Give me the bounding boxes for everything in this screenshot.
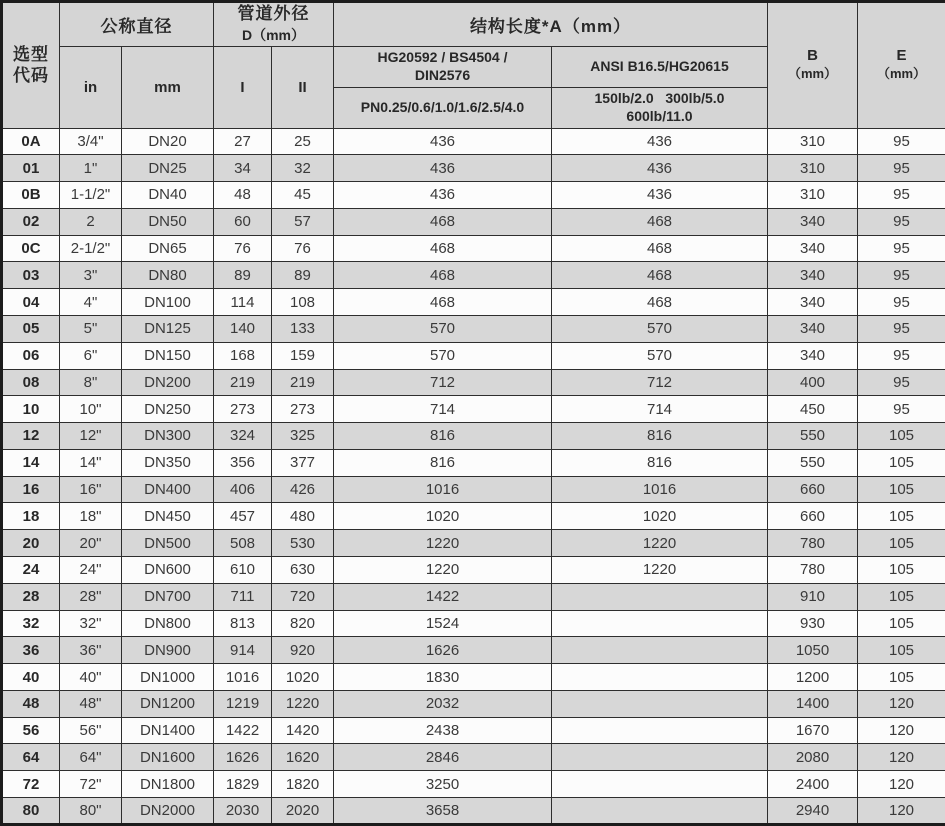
cell-selection-code: 0C [2, 235, 60, 262]
cell-od-ii: 32 [272, 155, 334, 182]
cell-length-ansi [552, 664, 768, 691]
cell-length-ansi [552, 690, 768, 717]
cell-size-mm: DN25 [122, 155, 214, 182]
cell-selection-code: 40 [2, 664, 60, 691]
cell-e: 95 [858, 155, 945, 182]
cell-length-hg: 1016 [334, 476, 552, 503]
cell-b: 340 [768, 262, 858, 289]
cell-e: 120 [858, 690, 945, 717]
cell-b: 340 [768, 289, 858, 316]
cell-od-i: 711 [214, 583, 272, 610]
header-e-label: E [896, 46, 907, 64]
cell-e: 105 [858, 610, 945, 637]
cell-size-in: 64" [60, 744, 122, 771]
cell-size-mm: DN2000 [122, 798, 214, 825]
cell-e: 105 [858, 664, 945, 691]
cell-size-in: 2-1/2" [60, 235, 122, 262]
cell-size-in: 12" [60, 423, 122, 450]
cell-od-ii: 820 [272, 610, 334, 637]
cell-od-ii: 57 [272, 208, 334, 235]
cell-od-i: 60 [214, 208, 272, 235]
cell-e: 95 [858, 235, 945, 262]
cell-length-ansi: 468 [552, 235, 768, 262]
cell-length-ansi: 570 [552, 342, 768, 369]
cell-od-i: 324 [214, 423, 272, 450]
cell-od-i: 1626 [214, 744, 272, 771]
cell-size-mm: DN450 [122, 503, 214, 530]
cell-length-ansi [552, 717, 768, 744]
cell-size-mm: DN65 [122, 235, 214, 262]
header-selection-code-line2: 代码 [13, 66, 49, 86]
cell-selection-code: 20 [2, 530, 60, 557]
header-standard-hg [334, 46, 552, 87]
cell-length-hg: 1220 [334, 530, 552, 557]
header-selection-code [2, 2, 60, 129]
cell-size-in: 6" [60, 342, 122, 369]
cell-length-ansi [552, 583, 768, 610]
table-row [2, 423, 945, 450]
cell-od-ii: 219 [272, 369, 334, 396]
cell-od-i: 406 [214, 476, 272, 503]
cell-length-hg: 570 [334, 342, 552, 369]
cell-selection-code: 01 [2, 155, 60, 182]
table-row [2, 396, 945, 423]
cell-e: 120 [858, 717, 945, 744]
cell-od-ii: 1420 [272, 717, 334, 744]
cell-selection-code: 18 [2, 503, 60, 530]
table-row [2, 315, 945, 342]
cell-od-ii: 377 [272, 449, 334, 476]
cell-od-ii: 530 [272, 530, 334, 557]
cell-size-mm: DN300 [122, 423, 214, 450]
cell-selection-code: 03 [2, 262, 60, 289]
cell-size-in: 36" [60, 637, 122, 664]
cell-size-in: 20" [60, 530, 122, 557]
cell-length-hg: 570 [334, 315, 552, 342]
cell-od-i: 914 [214, 637, 272, 664]
cell-od-i: 27 [214, 128, 272, 155]
cell-b: 2080 [768, 744, 858, 771]
cell-size-in: 3" [60, 262, 122, 289]
table-row [2, 637, 945, 664]
cell-length-hg: 816 [334, 423, 552, 450]
header-unit-mm: mm [122, 46, 214, 128]
cell-length-hg: 1830 [334, 664, 552, 691]
cell-size-in: 18" [60, 503, 122, 530]
cell-selection-code: 02 [2, 208, 60, 235]
cell-length-hg: 468 [334, 289, 552, 316]
cell-e: 95 [858, 369, 945, 396]
header-selection-code-line1: 选型 [13, 45, 49, 64]
table-row [2, 289, 945, 316]
cell-od-ii: 920 [272, 637, 334, 664]
cell-od-ii: 720 [272, 583, 334, 610]
header-pn-ratings: PN0.25/0.6/1.0/1.6/2.5/4.0 [334, 87, 552, 128]
table-row [2, 235, 945, 262]
cell-selection-code: 10 [2, 396, 60, 423]
cell-length-hg: 1220 [334, 557, 552, 584]
cell-size-mm: DN150 [122, 342, 214, 369]
cell-length-ansi: 712 [552, 369, 768, 396]
cell-e: 105 [858, 637, 945, 664]
cell-length-hg: 2846 [334, 744, 552, 771]
cell-b: 310 [768, 182, 858, 209]
cell-e: 95 [858, 262, 945, 289]
cell-b: 550 [768, 449, 858, 476]
table-row [2, 155, 945, 182]
cell-size-in: 1-1/2" [60, 182, 122, 209]
cell-length-hg: 2032 [334, 690, 552, 717]
cell-length-hg: 3250 [334, 771, 552, 798]
cell-e: 105 [858, 503, 945, 530]
cell-size-mm: DN40 [122, 182, 214, 209]
cell-size-in: 5" [60, 315, 122, 342]
cell-e: 105 [858, 449, 945, 476]
cell-size-in: 56" [60, 717, 122, 744]
cell-length-hg: 468 [334, 208, 552, 235]
cell-od-ii: 273 [272, 396, 334, 423]
cell-e: 95 [858, 396, 945, 423]
cell-selection-code: 36 [2, 637, 60, 664]
cell-selection-code: 12 [2, 423, 60, 450]
cell-size-mm: DN350 [122, 449, 214, 476]
cell-length-ansi [552, 798, 768, 825]
cell-od-ii: 426 [272, 476, 334, 503]
cell-od-i: 1829 [214, 771, 272, 798]
cell-size-in: 28" [60, 583, 122, 610]
cell-selection-code: 64 [2, 744, 60, 771]
header-pipe-od-line2: D（mm） [241, 27, 305, 44]
cell-b: 2940 [768, 798, 858, 825]
cell-selection-code: 05 [2, 315, 60, 342]
cell-size-mm: DN50 [122, 208, 214, 235]
cell-od-ii: 1020 [272, 664, 334, 691]
table-row [2, 717, 945, 744]
cell-od-ii: 1220 [272, 690, 334, 717]
header-pipe-od [214, 2, 334, 47]
cell-size-mm: DN1400 [122, 717, 214, 744]
cell-length-hg: 468 [334, 262, 552, 289]
table-row [2, 503, 945, 530]
cell-od-i: 813 [214, 610, 272, 637]
cell-size-in: 32" [60, 610, 122, 637]
table-row [2, 530, 945, 557]
cell-selection-code: 32 [2, 610, 60, 637]
table-row [2, 342, 945, 369]
cell-selection-code: 06 [2, 342, 60, 369]
cell-size-mm: DN500 [122, 530, 214, 557]
cell-b: 910 [768, 583, 858, 610]
cell-od-i: 2030 [214, 798, 272, 825]
table-row [2, 182, 945, 209]
cell-length-hg: 436 [334, 182, 552, 209]
cell-size-in: 72" [60, 771, 122, 798]
cell-size-mm: DN900 [122, 637, 214, 664]
cell-selection-code: 72 [2, 771, 60, 798]
cell-length-hg: 816 [334, 449, 552, 476]
cell-b: 660 [768, 503, 858, 530]
cell-b: 780 [768, 557, 858, 584]
cell-size-mm: DN600 [122, 557, 214, 584]
cell-od-i: 219 [214, 369, 272, 396]
cell-length-ansi: 1220 [552, 530, 768, 557]
cell-od-ii: 25 [272, 128, 334, 155]
cell-size-in: 1" [60, 155, 122, 182]
header-e-dimension [858, 2, 945, 129]
cell-e: 120 [858, 771, 945, 798]
cell-od-i: 508 [214, 530, 272, 557]
cell-selection-code: 80 [2, 798, 60, 825]
header-standard-hg-line1: HG20592 / BS4504 / [377, 49, 508, 65]
cell-selection-code: 56 [2, 717, 60, 744]
header-standard-ansi: ANSI B16.5/HG20615 [552, 46, 768, 87]
cell-size-mm: DN125 [122, 315, 214, 342]
cell-length-hg: 712 [334, 369, 552, 396]
cell-size-mm: DN250 [122, 396, 214, 423]
cell-size-in: 48" [60, 690, 122, 717]
header-b-unit: （mm） [787, 66, 838, 82]
cell-length-ansi [552, 771, 768, 798]
table-row [2, 690, 945, 717]
cell-e: 120 [858, 798, 945, 825]
cell-od-ii: 133 [272, 315, 334, 342]
header-standard-hg-line2: DIN2576 [414, 66, 471, 83]
cell-size-in: 80" [60, 798, 122, 825]
table-row [2, 369, 945, 396]
cell-size-mm: DN80 [122, 262, 214, 289]
table-row [2, 744, 945, 771]
cell-length-ansi: 816 [552, 449, 768, 476]
cell-od-i: 34 [214, 155, 272, 182]
cell-e: 105 [858, 583, 945, 610]
cell-b: 340 [768, 208, 858, 235]
cell-size-mm: DN400 [122, 476, 214, 503]
cell-size-in: 3/4" [60, 128, 122, 155]
cell-b: 340 [768, 315, 858, 342]
cell-od-i: 89 [214, 262, 272, 289]
header-lb-ratings-line2: 600lb/11.0 [626, 107, 693, 124]
cell-e: 95 [858, 182, 945, 209]
cell-length-hg: 1626 [334, 637, 552, 664]
cell-size-mm: DN200 [122, 369, 214, 396]
cell-size-mm: DN800 [122, 610, 214, 637]
table-body [2, 128, 945, 825]
cell-size-mm: DN1600 [122, 744, 214, 771]
cell-selection-code: 0B [2, 182, 60, 209]
cell-b: 1200 [768, 664, 858, 691]
cell-od-ii: 159 [272, 342, 334, 369]
cell-length-hg: 3658 [334, 798, 552, 825]
cell-od-i: 140 [214, 315, 272, 342]
cell-length-hg: 436 [334, 155, 552, 182]
cell-size-mm: DN1200 [122, 690, 214, 717]
cell-size-in: 24" [60, 557, 122, 584]
cell-size-mm: DN1000 [122, 664, 214, 691]
cell-e: 105 [858, 423, 945, 450]
header-unit-in: in [60, 46, 122, 128]
cell-selection-code: 16 [2, 476, 60, 503]
cell-length-ansi: 468 [552, 262, 768, 289]
cell-size-mm: DN20 [122, 128, 214, 155]
cell-length-hg: 436 [334, 128, 552, 155]
table-row [2, 583, 945, 610]
cell-size-mm: DN1800 [122, 771, 214, 798]
cell-od-ii: 325 [272, 423, 334, 450]
table-row [2, 476, 945, 503]
cell-length-ansi: 1020 [552, 503, 768, 530]
cell-b: 930 [768, 610, 858, 637]
cell-od-ii: 76 [272, 235, 334, 262]
cell-od-i: 114 [214, 289, 272, 316]
cell-length-hg: 1422 [334, 583, 552, 610]
cell-b: 340 [768, 235, 858, 262]
cell-selection-code: 08 [2, 369, 60, 396]
header-e-unit: （mm） [876, 66, 927, 82]
cell-od-i: 610 [214, 557, 272, 584]
header-b-label: B [807, 46, 818, 64]
cell-b: 340 [768, 342, 858, 369]
header-b-dimension [768, 2, 858, 129]
cell-length-ansi [552, 744, 768, 771]
cell-size-in: 2 [60, 208, 122, 235]
cell-od-ii: 630 [272, 557, 334, 584]
cell-od-i: 1016 [214, 664, 272, 691]
table-row [2, 557, 945, 584]
cell-size-mm: DN100 [122, 289, 214, 316]
cell-selection-code: 24 [2, 557, 60, 584]
cell-length-ansi: 436 [552, 182, 768, 209]
cell-od-i: 76 [214, 235, 272, 262]
table-row [2, 208, 945, 235]
cell-b: 550 [768, 423, 858, 450]
cell-selection-code: 0A [2, 128, 60, 155]
cell-b: 1670 [768, 717, 858, 744]
cell-size-in: 4" [60, 289, 122, 316]
cell-length-hg: 2438 [334, 717, 552, 744]
table-row [2, 610, 945, 637]
header-od-series-ii: II [272, 46, 334, 128]
cell-length-ansi [552, 637, 768, 664]
cell-length-hg: 714 [334, 396, 552, 423]
cell-od-ii: 89 [272, 262, 334, 289]
cell-od-i: 273 [214, 396, 272, 423]
cell-e: 95 [858, 289, 945, 316]
cell-length-ansi: 1016 [552, 476, 768, 503]
cell-od-i: 48 [214, 182, 272, 209]
cell-size-in: 40" [60, 664, 122, 691]
cell-length-ansi: 570 [552, 315, 768, 342]
cell-e: 105 [858, 476, 945, 503]
cell-size-in: 14" [60, 449, 122, 476]
table-row [2, 449, 945, 476]
cell-b: 310 [768, 155, 858, 182]
cell-length-hg: 1020 [334, 503, 552, 530]
cell-od-ii: 45 [272, 182, 334, 209]
cell-length-ansi: 714 [552, 396, 768, 423]
cell-od-ii: 108 [272, 289, 334, 316]
cell-selection-code: 48 [2, 690, 60, 717]
cell-size-in: 10" [60, 396, 122, 423]
header-nominal-diameter: 公称直径 [60, 2, 214, 47]
table-row [2, 262, 945, 289]
cell-e: 105 [858, 530, 945, 557]
table-row [2, 798, 945, 825]
cell-od-ii: 480 [272, 503, 334, 530]
cell-e: 120 [858, 744, 945, 771]
cell-b: 310 [768, 128, 858, 155]
header-structural-length: 结构长度*A（mm） [334, 2, 768, 47]
cell-od-i: 1422 [214, 717, 272, 744]
cell-b: 400 [768, 369, 858, 396]
cell-od-ii: 1620 [272, 744, 334, 771]
cell-size-in: 16" [60, 476, 122, 503]
cell-length-ansi [552, 610, 768, 637]
cell-e: 95 [858, 208, 945, 235]
cell-length-ansi: 1220 [552, 557, 768, 584]
cell-od-i: 457 [214, 503, 272, 530]
cell-size-in: 8" [60, 369, 122, 396]
cell-length-ansi: 436 [552, 155, 768, 182]
cell-b: 1400 [768, 690, 858, 717]
header-lb-ratings-line1: 150lb/2.0 300lb/5.0 [594, 90, 725, 106]
cell-e: 105 [858, 557, 945, 584]
cell-od-ii: 1820 [272, 771, 334, 798]
cell-b: 660 [768, 476, 858, 503]
header-pipe-od-line1: 管道外径 [237, 4, 310, 23]
table-row [2, 664, 945, 691]
cell-selection-code: 04 [2, 289, 60, 316]
cell-b: 1050 [768, 637, 858, 664]
header-od-series-i: I [214, 46, 272, 128]
cell-b: 780 [768, 530, 858, 557]
cell-length-ansi: 436 [552, 128, 768, 155]
cell-selection-code: 28 [2, 583, 60, 610]
cell-e: 95 [858, 342, 945, 369]
cell-length-hg: 468 [334, 235, 552, 262]
cell-e: 95 [858, 128, 945, 155]
cell-e: 95 [858, 315, 945, 342]
cell-length-ansi: 468 [552, 289, 768, 316]
cell-length-ansi: 816 [552, 423, 768, 450]
cell-size-mm: DN700 [122, 583, 214, 610]
cell-length-ansi: 468 [552, 208, 768, 235]
cell-od-i: 356 [214, 449, 272, 476]
cell-od-i: 1219 [214, 690, 272, 717]
header-lb-ratings [552, 87, 768, 128]
table-row [2, 771, 945, 798]
cell-od-i: 168 [214, 342, 272, 369]
cell-b: 450 [768, 396, 858, 423]
cell-b: 2400 [768, 771, 858, 798]
table-row [2, 128, 945, 155]
cell-selection-code: 14 [2, 449, 60, 476]
cell-od-ii: 2020 [272, 798, 334, 825]
cell-length-hg: 1524 [334, 610, 552, 637]
